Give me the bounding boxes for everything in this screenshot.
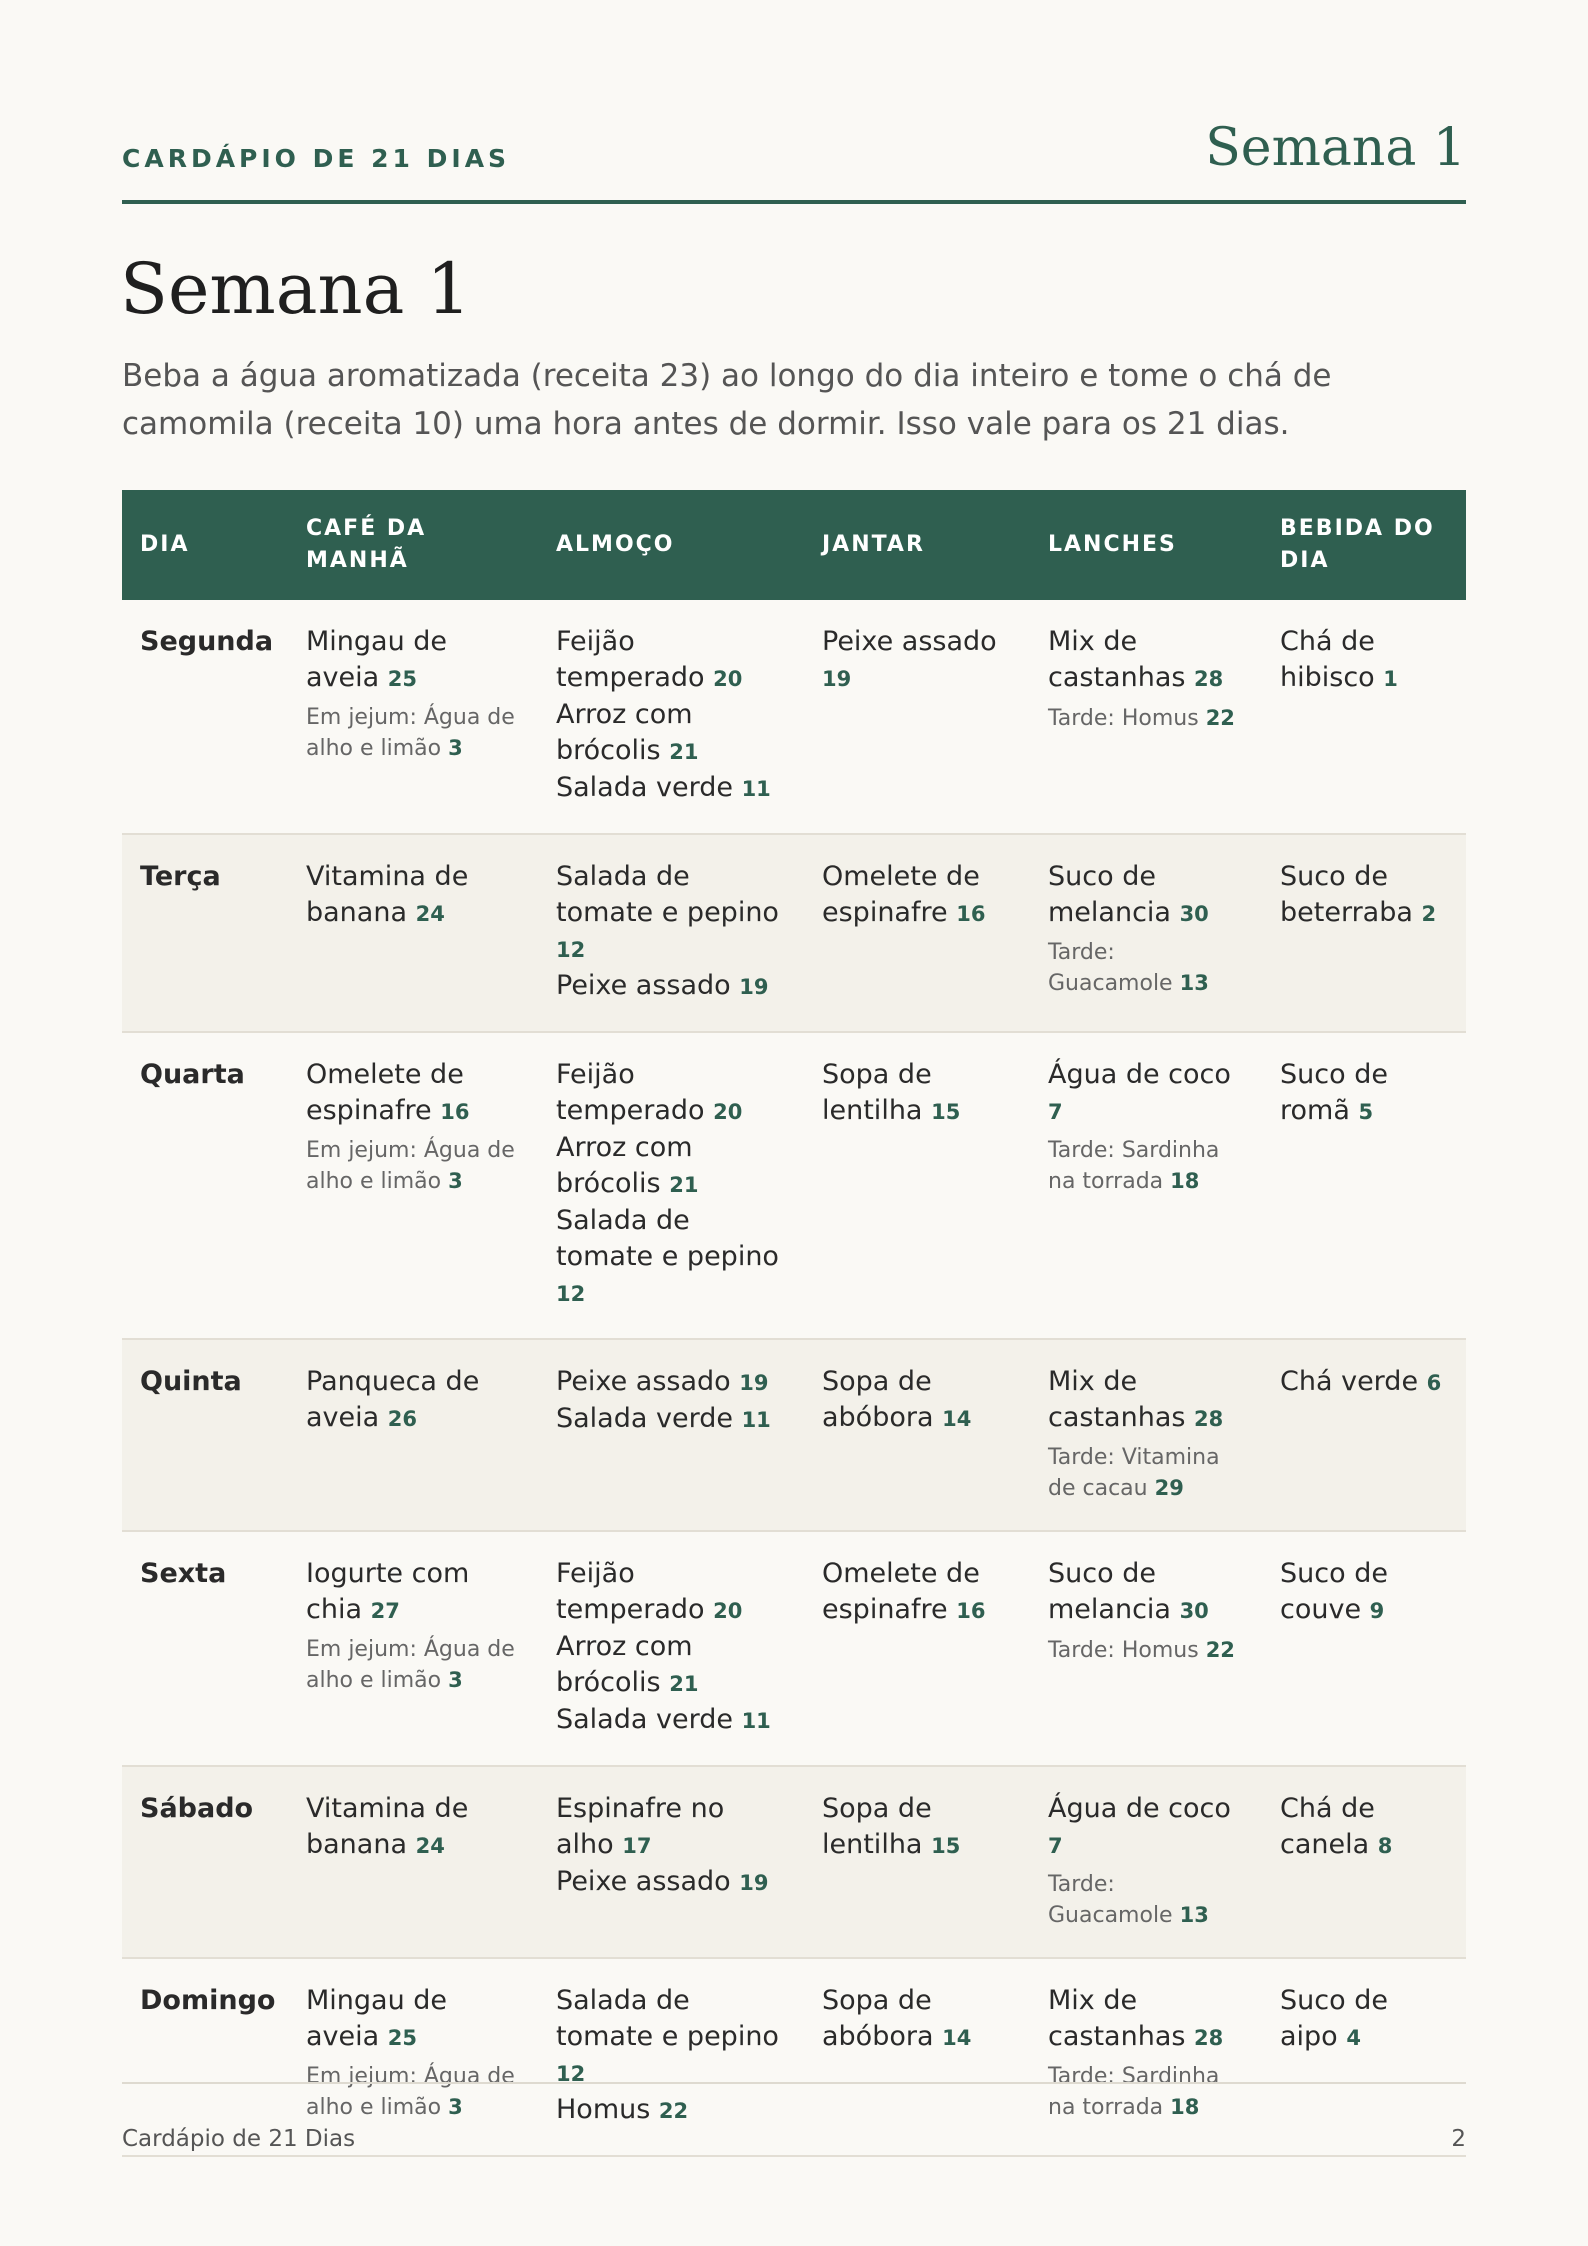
recipe-number: 2 — [1421, 902, 1437, 926]
recipe-number: 14 — [942, 2026, 972, 2050]
lunch-cell — [538, 600, 804, 834]
breakfast-cell — [288, 1032, 538, 1339]
recipe-number: 13 — [1179, 1903, 1209, 1927]
page-number: 2 — [1451, 2126, 1466, 2152]
column-header-snacks: LANCHES — [1030, 490, 1262, 600]
lunch-name: Arroz com brócolis — [556, 1132, 693, 1199]
dinner-cell — [804, 1032, 1030, 1339]
lunch-item — [556, 1702, 786, 1739]
recipe-number: 20 — [713, 667, 743, 691]
dinner-item — [822, 1791, 1012, 1864]
lunch-item — [556, 1556, 786, 1629]
dinner-name: Sopa de abóbora — [822, 1366, 934, 1433]
recipe-number: 30 — [1179, 1599, 1209, 1623]
snack-note — [1048, 1870, 1244, 1931]
drink-cell — [1262, 834, 1466, 1032]
snack-item — [1048, 1364, 1244, 1437]
recipe-number: 19 — [739, 1871, 769, 1895]
table-row — [122, 1766, 1466, 1958]
recipe-number: 1 — [1383, 667, 1398, 691]
page-title: Semana 1 — [120, 248, 472, 330]
recipe-number: 3 — [448, 1169, 463, 1193]
recipe-number: 3 — [448, 2095, 463, 2119]
lunch-item — [556, 1864, 786, 1901]
column-header-lunch: ALMOÇO — [538, 490, 804, 600]
page-header — [122, 112, 1466, 204]
lunch-item — [556, 1057, 786, 1130]
drink-name: Suco de romã — [1280, 1059, 1388, 1126]
table-row — [122, 834, 1466, 1032]
recipe-number: 21 — [669, 740, 699, 764]
drink-name: Suco de aipo — [1280, 1985, 1388, 2052]
recipe-number: 3 — [448, 1668, 463, 1692]
column-header-dinner: JANTAR — [804, 490, 1030, 600]
breakfast-item — [306, 1057, 520, 1130]
breakfast-item — [306, 624, 520, 697]
snack-name: Água de coco — [1048, 1059, 1231, 1090]
recipe-number: 12 — [556, 938, 586, 962]
snack-note-text: Tarde: Guacamole — [1048, 1872, 1173, 1928]
snack-item — [1048, 859, 1244, 932]
column-header-drink: BEBIDA DO DIA — [1262, 490, 1466, 600]
column-header-breakfast: CAFÉ DA MANHÃ — [288, 490, 538, 600]
drink-name: Chá de hibisco — [1280, 626, 1375, 693]
snack-note-text: Tarde: Homus — [1048, 706, 1199, 731]
table-row — [122, 600, 1466, 834]
lunch-name: Salada verde — [556, 772, 733, 803]
day-cell: Quinta — [122, 1339, 288, 1531]
lunch-item — [556, 968, 786, 1005]
snack-note-text: Tarde: Vitamina de cacau — [1048, 1445, 1220, 1501]
recipe-number: 22 — [658, 2099, 689, 2123]
recipe-number: 27 — [370, 1599, 400, 1623]
snack-note-text: Tarde: Guacamole — [1048, 940, 1173, 996]
snack-note — [1048, 1136, 1244, 1197]
recipe-number: 25 — [387, 667, 418, 691]
footer-text: Cardápio de 21 Dias — [122, 2126, 356, 2152]
recipe-number: 4 — [1346, 2026, 1361, 2050]
snack-name: Suco de melancia — [1048, 861, 1171, 928]
lunch-name: Salada de tomate e pepino — [556, 1205, 779, 1272]
recipe-number: 3 — [448, 736, 463, 760]
day-cell: Sábado — [122, 1766, 288, 1958]
breakfast-note-text: Em jejum: Água de alho e limão — [306, 1138, 515, 1194]
lunch-name: Salada verde — [556, 1403, 733, 1434]
recipe-number: 7 — [1048, 1100, 1063, 1124]
dinner-cell — [804, 1766, 1030, 1958]
meal-plan-table — [122, 490, 1466, 2157]
recipe-number: 15 — [931, 1100, 961, 1124]
recipe-number: 11 — [741, 1709, 771, 1733]
recipe-number: 29 — [1154, 1476, 1184, 1500]
lunch-cell — [538, 1766, 804, 1958]
snack-cell — [1030, 600, 1262, 834]
recipe-number: 25 — [387, 2026, 418, 2050]
snack-item — [1048, 1791, 1244, 1864]
recipe-number: 21 — [669, 1672, 699, 1696]
lunch-cell — [538, 1339, 804, 1531]
breakfast-name: Iogurte com chia — [306, 1558, 470, 1625]
recipe-number: 20 — [713, 1100, 743, 1124]
breakfast-cell — [288, 1339, 538, 1531]
recipe-number: 5 — [1358, 1100, 1374, 1124]
snack-cell — [1030, 1339, 1262, 1531]
recipe-number: 12 — [556, 1282, 586, 1306]
recipe-number: 24 — [415, 902, 445, 926]
lunch-name: Arroz com brócolis — [556, 699, 693, 766]
table-row — [122, 1531, 1466, 1766]
snack-cell — [1030, 1032, 1262, 1339]
snack-note-text: Tarde: Homus — [1048, 1638, 1199, 1663]
dinner-item — [822, 859, 1012, 932]
breakfast-item — [306, 1556, 520, 1629]
breakfast-name: Vitamina de banana — [306, 1793, 469, 1860]
snack-note — [1048, 1443, 1244, 1504]
recipe-number: 8 — [1377, 1834, 1393, 1858]
recipe-number: 28 — [1194, 667, 1224, 691]
lunch-name: Arroz com brócolis — [556, 1631, 693, 1698]
dinner-cell — [804, 834, 1030, 1032]
page-footer — [122, 2082, 1466, 2164]
dinner-item — [822, 1983, 1012, 2056]
lunch-name: Feijão temperado — [556, 1059, 705, 1126]
snack-name: Suco de melancia — [1048, 1558, 1171, 1625]
snack-name: Mix de castanhas — [1048, 626, 1186, 693]
lunch-name: Peixe assado — [556, 970, 731, 1001]
snack-name: Água de coco — [1048, 1793, 1231, 1824]
drink-cell — [1262, 1766, 1466, 1958]
breakfast-name: Mingau de aveia — [306, 626, 448, 693]
day-cell: Terça — [122, 834, 288, 1032]
dinner-cell — [804, 1339, 1030, 1531]
recipe-number: 17 — [622, 1834, 652, 1858]
column-header-day: DIA — [122, 490, 288, 600]
recipe-number: 21 — [669, 1173, 699, 1197]
snack-name: Mix de castanhas — [1048, 1985, 1186, 2052]
drink-name: Suco de couve — [1280, 1558, 1388, 1625]
snack-item — [1048, 1983, 1244, 2056]
lunch-item — [556, 624, 786, 697]
recipe-number: 11 — [741, 1408, 771, 1432]
breakfast-name: Vitamina de banana — [306, 861, 469, 928]
breakfast-cell — [288, 1766, 538, 1958]
drink-cell — [1262, 1531, 1466, 1766]
breakfast-note — [306, 703, 520, 764]
recipe-number: 19 — [739, 975, 769, 999]
lunch-name: Salada de tomate e pepino — [556, 1985, 779, 2052]
recipe-number: 15 — [931, 1834, 961, 1858]
dinner-name: Omelete de espinafre — [822, 1558, 980, 1625]
dinner-item — [822, 1057, 1012, 1130]
table-row — [122, 1032, 1466, 1339]
breakfast-name: Omelete de espinafre — [306, 1059, 464, 1126]
recipe-number: 24 — [415, 1834, 445, 1858]
snack-name: Mix de castanhas — [1048, 1366, 1186, 1433]
dinner-name: Omelete de espinafre — [822, 861, 980, 928]
recipe-number: 19 — [739, 1371, 769, 1395]
table-header-row — [122, 490, 1466, 600]
lunch-item — [556, 1629, 786, 1702]
header-title: Semana 1 — [1205, 118, 1466, 178]
lunch-name: Espinafre no alho — [556, 1793, 725, 1860]
drink-cell — [1262, 600, 1466, 834]
snack-item — [1048, 1057, 1244, 1130]
lunch-name: Salada verde — [556, 1704, 733, 1735]
recipe-number: 16 — [956, 902, 986, 926]
dinner-item — [822, 1556, 1012, 1629]
breakfast-note-text: Em jejum: Água de alho e limão — [306, 705, 515, 761]
day-cell: Sexta — [122, 1531, 288, 1766]
breakfast-item — [306, 1364, 520, 1437]
drink-name: Chá de canela — [1280, 1793, 1375, 1860]
lunch-name: Homus — [556, 2094, 651, 2125]
breakfast-cell — [288, 1531, 538, 1766]
drink-name: Suco de beterraba — [1280, 861, 1413, 928]
lunch-name: Peixe assado — [556, 1366, 731, 1397]
lunch-item — [556, 859, 786, 968]
snack-note-text: Tarde: Sardinha na torrada — [1048, 2064, 1220, 2120]
recipe-number: 6 — [1426, 1371, 1442, 1395]
snack-item — [1048, 1556, 1244, 1629]
intro-text: Beba a água aromatizada (receita 23) ao longo do dia inteiro e tome o chá de camomila (receita 10) uma hora antes de dormir. Isso vale para os 21 dias. — [122, 358, 1332, 442]
recipe-number: 19 — [822, 667, 852, 691]
breakfast-name: Panqueca de aveia — [306, 1366, 480, 1433]
lunch-name: Feijão temperado — [556, 1558, 705, 1625]
snack-cell — [1030, 1766, 1262, 1958]
drink-cell — [1262, 1032, 1466, 1339]
recipe-number: 26 — [387, 1407, 418, 1431]
breakfast-item — [306, 1791, 520, 1864]
dinner-name: Sopa de lentilha — [822, 1793, 932, 1860]
recipe-number: 18 — [1170, 2095, 1200, 2119]
breakfast-cell — [288, 834, 538, 1032]
recipe-number: 13 — [1179, 971, 1209, 995]
lunch-item — [556, 697, 786, 770]
table-row — [122, 1339, 1466, 1531]
lunch-item — [556, 1401, 786, 1438]
snack-cell — [1030, 1531, 1262, 1766]
breakfast-item — [306, 1983, 520, 2056]
snack-note-text: Tarde: Sardinha na torrada — [1048, 1138, 1220, 1194]
recipe-number: 18 — [1170, 1169, 1200, 1193]
dinner-cell — [804, 600, 1030, 834]
recipe-number: 16 — [956, 1599, 986, 1623]
breakfast-cell — [288, 600, 538, 834]
lunch-item — [556, 1130, 786, 1203]
dinner-item — [822, 624, 1012, 697]
day-cell: Segunda — [122, 600, 288, 834]
lunch-item — [556, 1983, 786, 2092]
recipe-number: 22 — [1205, 1638, 1235, 1662]
breakfast-item — [306, 859, 520, 932]
snack-note — [1048, 1635, 1244, 1666]
lunch-cell — [538, 1531, 804, 1766]
lunch-cell — [538, 1032, 804, 1339]
breakfast-note — [306, 1136, 520, 1197]
breakfast-note — [306, 1635, 520, 1696]
snack-note — [1048, 703, 1244, 734]
lunch-name: Feijão temperado — [556, 626, 705, 693]
breakfast-note-text: Em jejum: Água de alho e limão — [306, 1637, 515, 1693]
snack-cell — [1030, 834, 1262, 1032]
dinner-item — [822, 1364, 1012, 1437]
recipe-number: 9 — [1369, 1599, 1385, 1623]
recipe-number: 7 — [1048, 1834, 1063, 1858]
lunch-cell — [538, 834, 804, 1032]
lunch-item — [556, 1364, 786, 1401]
recipe-number: 20 — [713, 1599, 743, 1623]
recipe-number: 11 — [741, 777, 771, 801]
recipe-number: 14 — [942, 1407, 972, 1431]
breakfast-note-text: Em jejum: Água de alho e limão — [306, 2064, 515, 2120]
breakfast-name: Mingau de aveia — [306, 1985, 448, 2052]
lunch-name: Peixe assado — [556, 1866, 731, 1897]
snack-note — [1048, 938, 1244, 999]
recipe-number: 28 — [1194, 2026, 1224, 2050]
recipe-number: 16 — [440, 1100, 470, 1124]
dinner-cell — [804, 1531, 1030, 1766]
lunch-name: Salada de tomate e pepino — [556, 861, 779, 928]
dinner-name: Sopa de abóbora — [822, 1985, 934, 2052]
snack-item — [1048, 624, 1244, 697]
recipe-number: 22 — [1205, 706, 1235, 730]
dinner-name: Sopa de lentilha — [822, 1059, 932, 1126]
header-label: CARDÁPIO DE 21 DIAS — [122, 144, 511, 173]
recipe-number: 28 — [1194, 1407, 1224, 1431]
day-cell: Quarta — [122, 1032, 288, 1339]
recipe-number: 30 — [1179, 902, 1209, 926]
lunch-item — [556, 770, 786, 807]
dinner-name: Peixe assado — [822, 626, 997, 657]
drink-cell — [1262, 1339, 1466, 1531]
recipe-number: 12 — [556, 2062, 586, 2086]
day-cell: Domingo — [122, 1958, 288, 2156]
table-body — [122, 600, 1466, 2156]
lunch-item — [556, 1791, 786, 1864]
drink-name: Chá verde — [1280, 1366, 1419, 1397]
lunch-item — [556, 1203, 786, 1312]
